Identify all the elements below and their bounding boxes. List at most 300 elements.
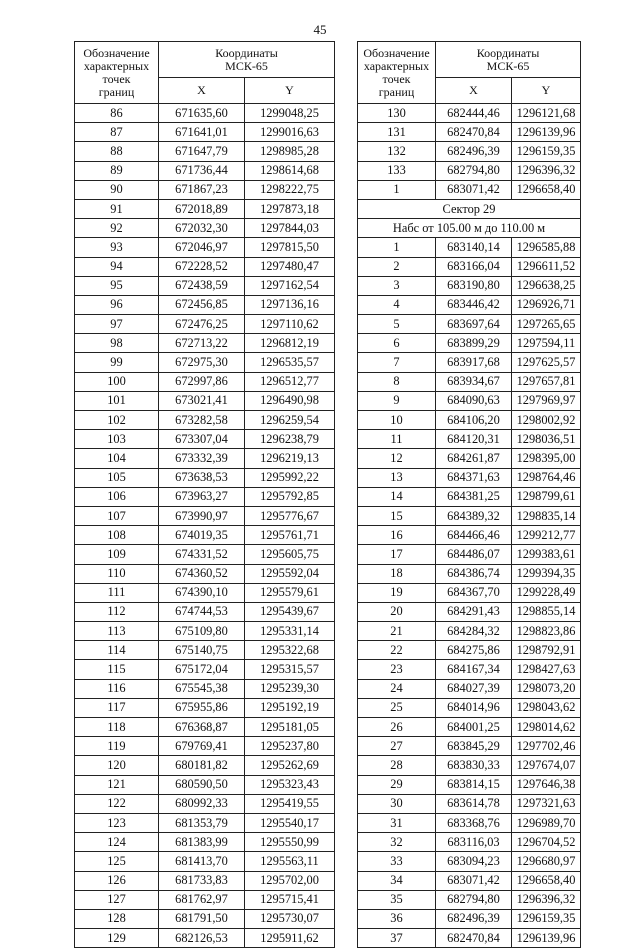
x-coordinate-cell: 671635,60 [159,104,245,123]
page-number: 45 [313,22,327,37]
x-coordinate-cell: 681413,70 [159,852,245,871]
sector-title-row: Сектор 29 [358,199,581,218]
point-number-cell: 96 [75,295,159,314]
table-row [75,794,335,813]
y-coordinate-cell: 1297646,38 [512,775,581,794]
point-number-cell: 86 [75,104,159,123]
y-coordinate-cell: 1298395,00 [512,449,581,468]
table-row [358,430,581,449]
x-coordinate-cell: 672476,25 [159,315,245,334]
y-coordinate-cell: 1299383,61 [512,545,581,564]
x-coordinate-cell: 673332,39 [159,449,245,468]
table-row [75,104,335,123]
point-number-cell: 17 [358,545,436,564]
y-coordinate-cell: 1296139,96 [512,123,581,142]
x-coordinate-cell: 684106,20 [436,411,512,430]
x-coordinate-cell: 684386,74 [436,564,512,583]
table-row [358,449,581,468]
y-coordinate-cell: 1296139,96 [512,929,581,948]
point-number-cell: 16 [358,526,436,545]
x-coordinate-cell: 683071,42 [436,180,512,199]
table-row [358,180,581,199]
y-coordinate-cell: 1298014,62 [512,718,581,737]
x-coordinate-cell: 674744,53 [159,602,245,621]
point-number-cell: 107 [75,506,159,525]
x-coordinate-cell: 684120,31 [436,430,512,449]
table-row [358,909,581,928]
y-coordinate-cell: 1297625,57 [512,353,581,372]
x-coordinate-cell: 675545,38 [159,679,245,698]
x-coordinate-cell: 672032,30 [159,219,245,238]
y-coordinate-cell: 1295540,17 [245,813,335,832]
x-coordinate-cell: 682496,39 [436,142,512,161]
point-number-cell: 95 [75,276,159,295]
point-number-cell: 94 [75,257,159,276]
point-number-cell: 91 [75,199,159,218]
table-row [75,890,335,909]
y-coordinate-cell: 1297873,18 [245,199,335,218]
point-number-cell: 103 [75,430,159,449]
table-row [75,526,335,545]
point-number-cell: 118 [75,718,159,737]
point-number-cell: 114 [75,641,159,660]
x-coordinate-cell: 683368,76 [436,813,512,832]
point-number-cell: 117 [75,698,159,717]
point-number-cell: 26 [358,718,436,737]
y-coordinate-cell: 1296535,57 [245,353,335,372]
table-row [75,622,335,641]
table-row [358,334,581,353]
x-coordinate-cell: 682496,39 [436,909,512,928]
x-coordinate-cell: 672997,86 [159,372,245,391]
table-row [75,353,335,372]
x-coordinate-cell: 674331,52 [159,545,245,564]
y-coordinate-cell: 1295563,11 [245,852,335,871]
y-coordinate-cell: 1296259,54 [245,411,335,430]
x-coordinate-cell: 676368,87 [159,718,245,737]
x-coordinate-cell: 671647,79 [159,142,245,161]
y-coordinate-cell: 1297844,03 [245,219,335,238]
y-coordinate-cell: 1295792,85 [245,487,335,506]
x-coordinate-cell: 674019,35 [159,526,245,545]
table-row [75,737,335,756]
table-row [75,449,335,468]
y-coordinate-cell: 1296159,35 [512,142,581,161]
point-number-cell: 104 [75,449,159,468]
point-number-cell: 133 [358,161,436,180]
x-coordinate-cell: 681353,79 [159,813,245,832]
point-number-cell: 1 [358,180,436,199]
point-number-cell: 100 [75,372,159,391]
point-number-cell: 121 [75,775,159,794]
x-coordinate-cell: 673963,27 [159,487,245,506]
point-number-cell: 21 [358,622,436,641]
x-coordinate-cell: 683814,15 [436,775,512,794]
x-coordinate-cell: 672713,22 [159,334,245,353]
table-row [75,852,335,871]
point-number-cell: 10 [358,411,436,430]
point-number-cell: 128 [75,909,159,928]
y-coordinate-cell: 1295550,99 [245,833,335,852]
x-coordinate-cell: 679769,41 [159,737,245,756]
point-number-cell: 110 [75,564,159,583]
coordinates-table-left [74,41,335,948]
table-row [75,391,335,410]
point-number-cell: 30 [358,794,436,813]
point-number-cell: 111 [75,583,159,602]
x-coordinate-cell: 674360,52 [159,564,245,583]
x-coordinate-cell: 683917,68 [436,353,512,372]
point-number-cell: 127 [75,890,159,909]
y-coordinate-cell: 1296490,98 [245,391,335,410]
y-coordinate-cell: 1297110,62 [245,315,335,334]
point-number-cell: 25 [358,698,436,717]
x-coordinate-cell: 680181,82 [159,756,245,775]
point-number-cell: 11 [358,430,436,449]
point-number-cell: 12 [358,449,436,468]
x-coordinate-cell: 684014,96 [436,698,512,717]
y-coordinate-cell: 1298855,14 [512,602,581,621]
point-number-cell: 19 [358,583,436,602]
x-coordinate-cell: 681762,97 [159,890,245,909]
point-number-cell: 28 [358,756,436,775]
coordinates-header: Координаты МСК-65 [159,42,335,78]
x-coordinate-cell: 683071,42 [436,871,512,890]
y-coordinate-cell: 1295315,57 [245,660,335,679]
y-coordinate-cell: 1298073,20 [512,679,581,698]
table-row [75,679,335,698]
y-coordinate-cell: 1298764,46 [512,468,581,487]
point-number-cell: 4 [358,295,436,314]
x-coordinate-cell: 675955,86 [159,698,245,717]
y-coordinate-cell: 1297136,16 [245,295,335,314]
table-row [75,372,335,391]
table-row [358,756,581,775]
x-coordinate-cell: 683446,42 [436,295,512,314]
y-coordinate-cell: 1297265,65 [512,315,581,334]
table-row [75,334,335,353]
x-coordinate-cell: 684389,32 [436,506,512,525]
point-number-cell: 32 [358,833,436,852]
table-row [358,622,581,641]
point-number-cell: 113 [75,622,159,641]
table-row [358,526,581,545]
table-row [75,718,335,737]
table-row [75,641,335,660]
x-coordinate-cell: 684001,25 [436,718,512,737]
point-number-cell: 22 [358,641,436,660]
table-row [358,813,581,832]
x-coordinate-cell: 684284,32 [436,622,512,641]
x-coordinate-cell: 681383,99 [159,833,245,852]
point-number-cell: 89 [75,161,159,180]
point-number-cell: 122 [75,794,159,813]
table-row [358,104,581,123]
y-coordinate-cell: 1296680,97 [512,852,581,871]
y-coordinate-cell: 1298002,92 [512,411,581,430]
point-number-cell: 106 [75,487,159,506]
x-coordinate-cell: 683845,29 [436,737,512,756]
x-coordinate-cell: 683830,33 [436,756,512,775]
x-coordinate-cell: 684291,43 [436,602,512,621]
x-coordinate-cell: 672228,52 [159,257,245,276]
y-coordinate-cell: 1298835,14 [512,506,581,525]
point-number-cell: 14 [358,487,436,506]
x-coordinate-cell: 671641,01 [159,123,245,142]
x-coordinate-cell: 683614,78 [436,794,512,813]
point-number-cell: 35 [358,890,436,909]
table-row [358,468,581,487]
x-coordinate-cell: 683140,14 [436,238,512,257]
point-number-cell: 120 [75,756,159,775]
point-number-cell: 98 [75,334,159,353]
table-row [358,679,581,698]
point-number-cell: 124 [75,833,159,852]
y-coordinate-cell: 1296121,68 [512,104,581,123]
point-number-cell: 23 [358,660,436,679]
table-row [75,833,335,852]
table-row [358,372,581,391]
x-coordinate-cell: 683899,29 [436,334,512,353]
point-number-cell: 123 [75,813,159,832]
point-number-cell: 125 [75,852,159,871]
y-coordinate-cell: 1296611,52 [512,257,581,276]
table-row [358,890,581,909]
y-coordinate-cell: 1298985,28 [245,142,335,161]
table-row [358,257,581,276]
x-coordinate-cell: 675172,04 [159,660,245,679]
table-row [358,737,581,756]
table-row [358,833,581,852]
x-coordinate-cell: 684466,46 [436,526,512,545]
y-coordinate-cell: 1296638,25 [512,276,581,295]
table-row [358,641,581,660]
coordinates-table-right [357,41,581,948]
table-row [75,871,335,890]
table-row [75,295,335,314]
y-coordinate-cell: 1297594,11 [512,334,581,353]
point-number-cell: 8 [358,372,436,391]
table-row [75,430,335,449]
table-row [75,929,335,948]
point-number-cell: 87 [75,123,159,142]
point-number-cell: 3 [358,276,436,295]
table-row [358,929,581,948]
x-coordinate-cell: 683934,67 [436,372,512,391]
y-coordinate-cell: 1295439,67 [245,602,335,621]
y-coordinate-cell: 1295322,68 [245,641,335,660]
point-number-cell: 33 [358,852,436,871]
x-coordinate-cell: 680590,50 [159,775,245,794]
table-row [358,315,581,334]
point-number-cell: 7 [358,353,436,372]
table-row [358,411,581,430]
point-number-cell: 105 [75,468,159,487]
y-coordinate-cell: 1298614,68 [245,161,335,180]
y-coordinate-cell: 1296238,79 [245,430,335,449]
y-coordinate-cell: 1295776,67 [245,506,335,525]
table-row [75,564,335,583]
y-coordinate-cell: 1298036,51 [512,430,581,449]
point-number-cell: 116 [75,679,159,698]
table-row [75,602,335,621]
x-coordinate-cell: 673307,04 [159,430,245,449]
x-coordinate-cell: 684486,07 [436,545,512,564]
x-header: X [436,78,512,104]
table-row [358,161,581,180]
y-coordinate-cell: 1295262,69 [245,756,335,775]
y-coordinate-cell: 1298427,63 [512,660,581,679]
y-coordinate-cell: 1297480,47 [245,257,335,276]
y-coordinate-cell: 1295181,05 [245,718,335,737]
y-coordinate-cell: 1295730,07 [245,909,335,928]
table-row [358,142,581,161]
point-number-cell: 93 [75,238,159,257]
designation-header: Обозначение характерных точек границ [358,42,436,104]
table-row [75,545,335,564]
y-coordinate-cell: 1296704,52 [512,833,581,852]
point-number-cell: 92 [75,219,159,238]
point-number-cell: 27 [358,737,436,756]
table-row [358,391,581,410]
point-number-cell: 130 [358,104,436,123]
table-row [75,411,335,430]
table-row [358,794,581,813]
point-number-cell: 18 [358,564,436,583]
point-number-cell: 109 [75,545,159,564]
y-coordinate-cell: 1295592,04 [245,564,335,583]
point-number-cell: 126 [75,871,159,890]
point-number-cell: 13 [358,468,436,487]
table-row [75,909,335,928]
x-coordinate-cell: 684090,63 [436,391,512,410]
y-coordinate-cell: 1299048,25 [245,104,335,123]
x-coordinate-cell: 684275,86 [436,641,512,660]
table-row [358,123,581,142]
y-coordinate-cell: 1297321,63 [512,794,581,813]
x-coordinate-cell: 683094,23 [436,852,512,871]
table-row [75,276,335,295]
point-number-cell: 131 [358,123,436,142]
x-coordinate-cell: 673990,97 [159,506,245,525]
point-number-cell: 6 [358,334,436,353]
y-coordinate-cell: 1296926,71 [512,295,581,314]
y-coordinate-cell: 1297702,46 [512,737,581,756]
x-coordinate-cell: 683190,80 [436,276,512,295]
y-coordinate-cell: 1296159,35 [512,909,581,928]
point-number-cell: 102 [75,411,159,430]
table-row [75,468,335,487]
x-coordinate-cell: 673638,53 [159,468,245,487]
table-row [75,487,335,506]
sector-height-row: Набс от 105.00 м до 110.00 м [358,219,581,238]
y-coordinate-cell: 1298792,91 [512,641,581,660]
y-coordinate-cell: 1297969,97 [512,391,581,410]
table-row [358,295,581,314]
table-row [75,660,335,679]
table-row [75,756,335,775]
table-row [75,180,335,199]
x-coordinate-cell: 683697,64 [436,315,512,334]
x-coordinate-cell: 672046,97 [159,238,245,257]
table-row [75,199,335,218]
point-number-cell: 112 [75,602,159,621]
table-row [75,123,335,142]
y-coordinate-cell: 1295761,71 [245,526,335,545]
table-row [75,161,335,180]
x-coordinate-cell: 684261,87 [436,449,512,468]
y-coordinate-cell: 1296658,40 [512,180,581,199]
y-coordinate-cell: 1297162,54 [245,276,335,295]
x-coordinate-cell: 672438,59 [159,276,245,295]
y-coordinate-cell: 1295192,19 [245,698,335,717]
y-coordinate-cell: 1295992,22 [245,468,335,487]
table-row [75,219,335,238]
y-coordinate-cell: 1296658,40 [512,871,581,890]
x-coordinate-cell: 672018,89 [159,199,245,218]
point-number-cell: 36 [358,909,436,928]
x-coordinate-cell: 675140,75 [159,641,245,660]
y-header: Y [245,78,335,104]
y-header: Y [512,78,581,104]
table-row [358,775,581,794]
x-coordinate-cell: 684167,34 [436,660,512,679]
y-coordinate-cell: 1296219,13 [245,449,335,468]
table-row [358,545,581,564]
x-coordinate-cell: 672975,30 [159,353,245,372]
y-coordinate-cell: 1296396,32 [512,890,581,909]
point-number-cell: 2 [358,257,436,276]
y-coordinate-cell: 1295715,41 [245,890,335,909]
point-number-cell: 37 [358,929,436,948]
x-coordinate-cell: 683166,04 [436,257,512,276]
x-coordinate-cell: 683116,03 [436,833,512,852]
point-number-cell: 31 [358,813,436,832]
point-number-cell: 115 [75,660,159,679]
table-row [358,199,581,218]
x-coordinate-cell: 673282,58 [159,411,245,430]
point-number-cell: 88 [75,142,159,161]
y-coordinate-cell: 1297657,81 [512,372,581,391]
table-row [75,257,335,276]
table-row [75,238,335,257]
x-coordinate-cell: 674390,10 [159,583,245,602]
point-number-cell: 1 [358,238,436,257]
y-coordinate-cell: 1296396,32 [512,161,581,180]
y-coordinate-cell: 1295605,75 [245,545,335,564]
y-coordinate-cell: 1295239,30 [245,679,335,698]
point-number-cell: 108 [75,526,159,545]
table-row [75,775,335,794]
y-coordinate-cell: 1296989,70 [512,813,581,832]
x-coordinate-cell: 671867,23 [159,180,245,199]
y-coordinate-cell: 1299394,35 [512,564,581,583]
x-coordinate-cell: 673021,41 [159,391,245,410]
x-coordinate-cell: 682470,84 [436,123,512,142]
point-number-cell: 101 [75,391,159,410]
table-row [75,315,335,334]
y-coordinate-cell: 1298222,75 [245,180,335,199]
x-coordinate-cell: 681733,83 [159,871,245,890]
table-row [75,698,335,717]
y-coordinate-cell: 1296812,19 [245,334,335,353]
table-row [358,276,581,295]
x-coordinate-cell: 682470,84 [436,929,512,948]
point-number-cell: 5 [358,315,436,334]
point-number-cell: 15 [358,506,436,525]
y-coordinate-cell: 1296512,77 [245,372,335,391]
coordinates-header: Координаты МСК-65 [436,42,581,78]
